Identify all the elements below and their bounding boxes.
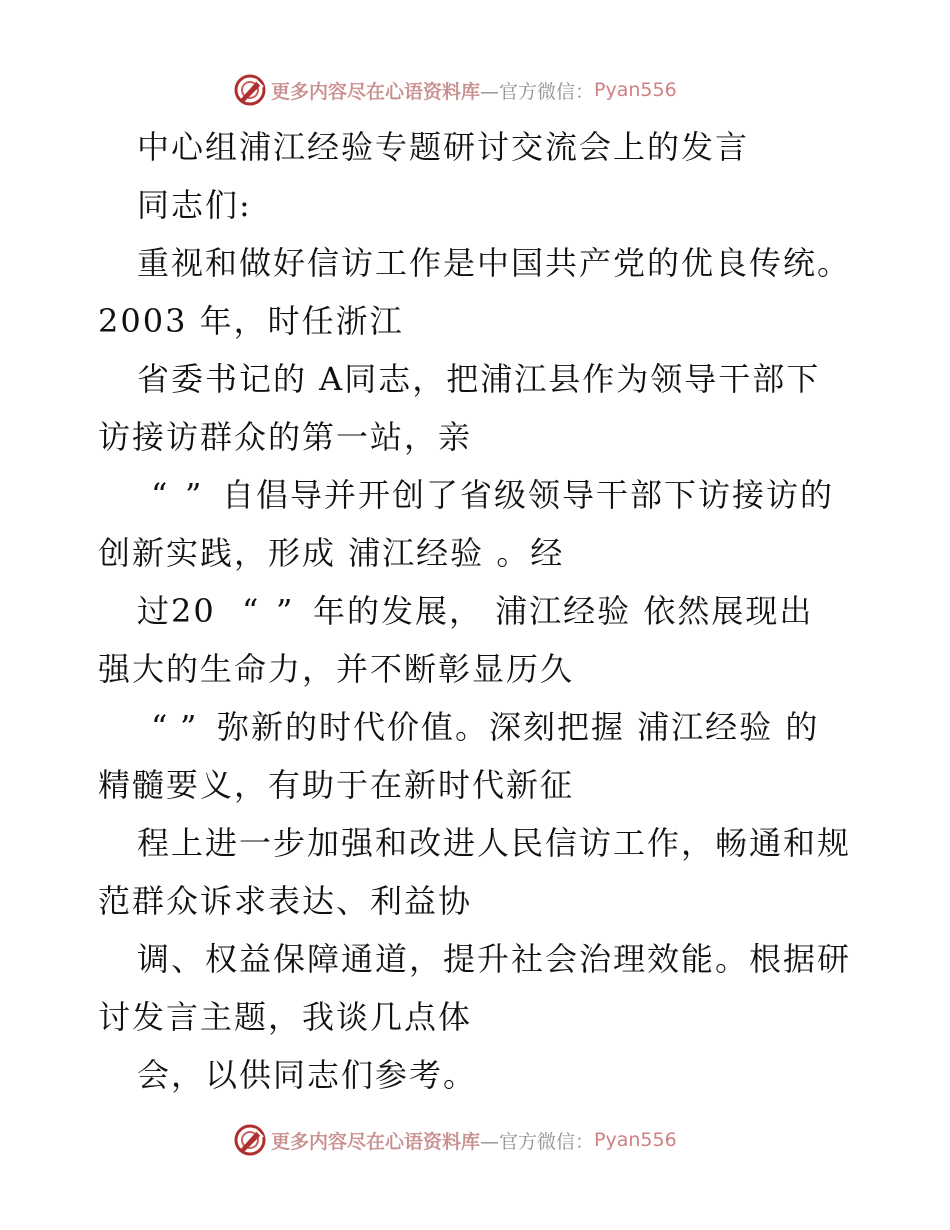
body-line: 省委书记的 A同志，把浦江县作为领导干部下 [137, 360, 821, 398]
document-title: 中心组浦江经验专题研讨交流会上的发言 [137, 128, 750, 166]
header-banner [233, 70, 753, 110]
body-line: 过20 [137, 592, 216, 630]
body-line: 创新实践，形成 浦江经验 。经 [98, 534, 565, 572]
pen-nib-logo-icon [233, 1123, 267, 1157]
open-quote: “ [242, 592, 259, 630]
banner-separator: —官方微信： [480, 1130, 595, 1153]
body-line: 程上进一步加强和改进人民信访工作，畅通和规 [137, 824, 852, 862]
open-quote: “ [151, 708, 168, 746]
body-line: 调、权益保障通道，提升社会治理效能。根据研 [137, 940, 852, 978]
body-line: 年的发展， 浦江经验 依然展现出 [313, 592, 814, 630]
body-line: 强大的生命力，并不断彰显历久 [98, 650, 575, 688]
body-line: 弥新的时代价值。深刻把握 浦江经验 的 [217, 708, 820, 746]
banner-wechat-id: Pyan556 [594, 79, 677, 101]
body-line: 2003 年，时任浙江 [98, 302, 404, 340]
close-quote: ” [185, 476, 202, 514]
body-line: 精髓要义，有助于在新时代新征 [98, 766, 575, 804]
body-line: 访接访群众的第一站，亲 [98, 418, 473, 456]
close-quote: ” [276, 592, 293, 630]
body-line: 范群众诉求表达、利益协 [98, 882, 473, 920]
banner-title: 更多内容尽在心语资料库 [271, 80, 481, 103]
body-line: 会，以供同志们参考。 [137, 1056, 478, 1094]
banner-separator: —官方微信： [480, 80, 595, 103]
body-line: 讨发言主题，我谈几点体 [98, 998, 473, 1036]
banner-title: 更多内容尽在心语资料库 [271, 1130, 481, 1153]
greeting: 同志们: [137, 186, 252, 224]
pen-nib-logo-icon [233, 73, 267, 107]
close-quote: ” [180, 708, 197, 746]
banner-wechat-id: Pyan556 [594, 1129, 677, 1151]
body-line: 自倡导并开创了省级领导干部下访接访的 [222, 476, 835, 514]
footer-banner [233, 1120, 753, 1160]
open-quote: “ [151, 476, 168, 514]
body-line: 重视和做好信访工作是中国共产党的优良传统。 [137, 244, 852, 282]
